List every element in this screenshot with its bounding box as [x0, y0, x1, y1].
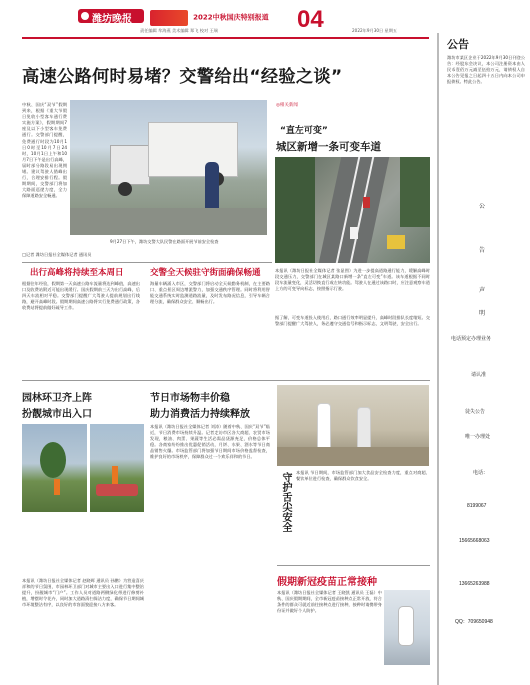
ad-v5: 电话预定办理业务 — [451, 336, 492, 342]
section2-title: 交警全天候驻守街面确保畅通 — [150, 268, 261, 278]
ad-phone2: 15665668063 — [459, 538, 490, 544]
related-news-body2: 据了解，可变车道投入使用后，路口通行效率明显提升，高峰时段排队长度缩短。交警部门提醒广大驾驶人，务必遵守交通信号和指示标志，文明驾驶，安全出行。 — [275, 315, 430, 327]
festival-emblem-icon — [150, 10, 188, 26]
logo-emblem-icon — [81, 12, 89, 20]
tree-figure — [40, 442, 66, 478]
worker-figure — [54, 479, 60, 495]
ad-v2: 告 — [479, 247, 486, 254]
related-news-body: 本报讯（潍坊日报社全媒体记者 张显图）为进一步提高道路通行能力，缓解高峰时段交通压力，交警部门在城区某路口新增一条“直左可变”车道。该车道根据不同时段车流量变化，灵活切换直行或左转功能。驾驶人在通过该路口时，应注意观察车道上方的可变导向标志，按照指示行驶。 — [275, 268, 430, 292]
photo1-caption: 9月27日下午，潍坊交警大队民警在路面开展节前安全检查 — [110, 239, 219, 244]
related-news-tag: ◎相关新闻 — [276, 103, 298, 108]
roadside-trees — [400, 157, 430, 227]
left-section-body: 本报讯（潍坊日报社全媒体记者 赵晓晖 通讯员 孙鹏）为营造喜庆祥和的节日氛围，市园林环卫部门对城市主要出入口进行集中整治提升，扮靓城市“门户”。工作人员对道路两侧绿化带进行修剪补植，增摆时令花卉，同时加大道路清扫保洁力度，确保节日期间城市环境整洁有序，以良好的市容面貌迎接八方来客。 — [22, 578, 144, 608]
bottom-right-divider — [277, 565, 430, 566]
section1-body: 根据往年经验，假期第一天高速公路车流量将达到峰值，高速出口及收费站附近可能出现缓行。国庆假期前三天为出行高峰，后四天车流相对平稳。交警部门提醒广大驾驶人提前规划出行线路，避开高峰时段。假期期间高速公路将实行免费通行政策，各收费站将提前做好疏导工作。 — [22, 281, 140, 311]
mid-section-body: 本报讯（潍坊日报社全媒体记者 刘涛）随着中秋、国庆“双节”临近，节日消费市场持续升温。记者走访市区各大商超、农贸市场发现，粮油、肉蛋、果蔬等生活必需品货源充足，价格总体平稳。各商家纷纷推出优惠促销活动，月饼、水果、酒水等节日商品销售火爆。市场监管部门将加强节日期间市场价格监督检查，维护良好的市场秩序，保障群众过一个欢乐祥和的节日。 — [150, 424, 270, 460]
truck-cargo — [148, 122, 238, 177]
vaccine-body: 本报讯（潍坊日报社全媒体记者 王晓凯 通讯员 王磊）中秋、国庆假期期间，全市新冠疫苗接种点正常开放，符合条件的群众可就近前往接种点进行接种，接种时请携带身份证并做好个人防护。 — [277, 590, 382, 614]
related-news-title-line2: 城区新增一条可变车道 — [276, 141, 381, 153]
issue-date: 2022年9月30日 星期五 — [352, 28, 398, 33]
vaccination-photo — [384, 590, 430, 665]
ad-phone1: 8199067 — [467, 503, 487, 509]
landscaping-photo-2 — [90, 424, 144, 512]
mid-divider — [22, 380, 430, 381]
special-report-label: 2022中秋国庆特别报道 — [193, 13, 269, 22]
section2-body: 海量车辆涌入市区，交警部门将启动全天候勤务机制，在主要路口、重点景区周边增派警力，加强交通秩序管理。同时将利用智能交通系统实时监测道路流量，及时发布路况信息，引导车辆合理分流，确保群众安全、顺畅出行。 — [150, 281, 270, 305]
masthead-rule — [22, 37, 429, 39]
bus-icon — [387, 235, 405, 249]
aerial-road-photo — [275, 157, 430, 263]
ad-heading: 公告 — [447, 38, 469, 51]
counter-figure — [277, 447, 429, 466]
ad-v8: 唯一办理处 — [465, 434, 491, 440]
mid-section-title1: 节日市场物丰价稳 — [150, 393, 230, 404]
truck-wheel-icon — [118, 182, 132, 196]
editor-info: 责任编辑 牟海燕 美术编辑 郑飞 校对 王瑞 — [140, 28, 218, 33]
related-news-title-line1: “直左可变” — [280, 126, 328, 136]
section1-title: 出行高峰将持续至本周日 — [30, 268, 124, 278]
car-icon — [350, 227, 358, 239]
special-report-title — [150, 7, 269, 26]
left-section-title1: 园林环卫齐上阵 — [22, 393, 92, 404]
road-surface — [70, 208, 267, 235]
newspaper-logo — [78, 9, 144, 23]
traffic-police-truck-photo — [70, 100, 267, 235]
ad-column — [437, 33, 530, 685]
ad-v1: 公 — [479, 203, 486, 210]
left-section-title2: 扮靓城市出入口 — [22, 409, 92, 420]
inspector-figure — [317, 403, 331, 453]
car-icon — [363, 197, 370, 208]
mid-section-title2: 助力消费活力持续释放 — [150, 409, 250, 420]
ad-notice: 潍坊市某区企业于2022年9月30日刊登公告：经股东会决议，本公司注册资本由人民币壹佰万元减至伍拾万元，请债权人自本公告见报之日起四十五日内向本公司申报债权。特此公告。 — [447, 55, 525, 85]
roadside-trees — [275, 157, 315, 263]
vertical-body: 本报讯 节日期间，市场监管部门加大食品安全检查力度，重点对商超、餐饮单位进行检查，确保群众饮食安全。 — [296, 470, 430, 482]
newspaper-logo-text: 潍坊晚报 — [92, 14, 132, 25]
ad-qq: QQ：709650948 — [455, 619, 493, 625]
vertical-heading: 守护舌尖安全 — [280, 472, 291, 532]
vaccine-title: 假期新冠疫苗正常接种 — [277, 577, 377, 588]
lead-divider — [22, 262, 272, 263]
ad-v7: 徒失公告 — [465, 409, 486, 415]
page-number: 04 — [297, 6, 324, 33]
nurse-figure — [398, 606, 414, 646]
ad-v4: 明 — [479, 310, 486, 317]
food-safety-photo — [277, 385, 429, 466]
ad-phone3: 13665263988 — [459, 581, 490, 587]
main-headline: 高速公路何时易堵？交警给出“经验之谈” — [22, 67, 343, 87]
byline: □记者 潍坊日报社全媒体记者 通讯员 — [22, 252, 92, 257]
landscaping-photo-1 — [22, 424, 87, 512]
ad-v9: 电话： — [473, 470, 489, 476]
police-officer-figure — [205, 162, 219, 210]
ad-v6: 请认准 — [471, 372, 487, 378]
flowerbed-figure — [96, 484, 138, 496]
ad-v3: 声 — [479, 287, 486, 294]
lead-article-body: 中秋、国庆“双节”假期到来，根据《重大节假日免收小型客车通行费实施方案》，假期期间7座及以下小型客车免费通行。交警部门提醒，免费通行时段为10月1日0时至10月7日24时，10月1日上午和10月7日下午是出行高峰，届时部分路段易出现拥堵。建议驾驶人错峰出行，合理安排行程。假期期间，交警部门将加大路面巡逻力度，全力保障道路安全畅通。 — [22, 102, 67, 199]
worker-figure — [112, 466, 118, 484]
ad-column-rule — [437, 33, 439, 685]
truck-cab — [110, 145, 150, 185]
